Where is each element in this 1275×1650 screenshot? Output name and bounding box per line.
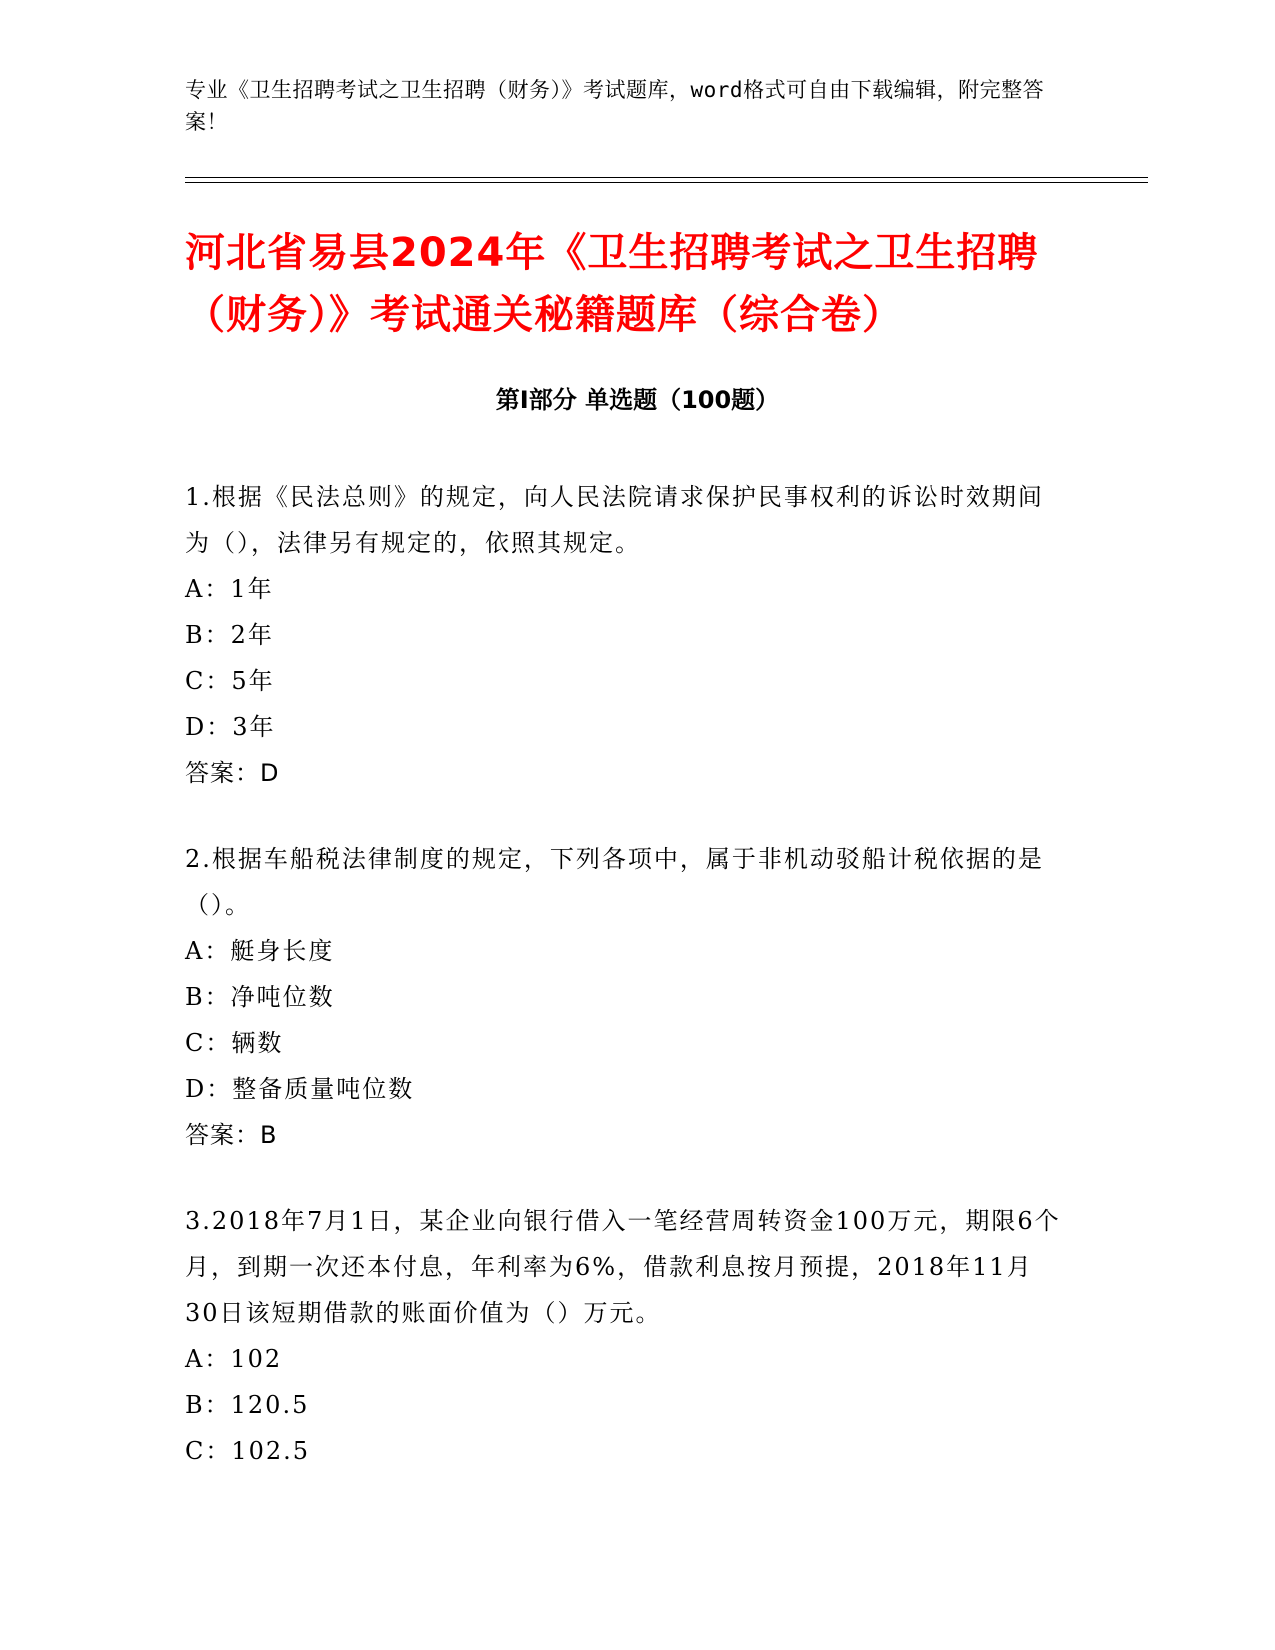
option-a: A：102 <box>185 1345 283 1373</box>
document-title: 河北省易县2024年《卫生招聘考试之卫生招聘（财务）》考试通关秘籍题库（综合卷） <box>185 230 1039 338</box>
header-divider-bottom <box>185 182 1148 183</box>
option-a: A：艇身长度 <box>185 937 335 965</box>
section-title: 第I部分 单选题（100题） <box>495 386 780 414</box>
option-b: B：120.5 <box>185 1391 310 1419</box>
question-stem: 2.根据车船税法律制度的规定，下列各项中，属于非机动驳船计税依据的是（）。 <box>185 845 1044 919</box>
header-divider-top <box>185 177 1148 178</box>
question-2 <box>185 836 1065 1158</box>
header-note: 专业《卫生招聘考试之卫生招聘（财务）》考试题库，word格式可自由下载编辑，附完整答案！ <box>185 78 1045 134</box>
option-d: D：3年 <box>185 713 276 741</box>
question-stem: 1.根据《民法总则》的规定，向人民法院请求保护民事权利的诉讼时效期间为（），法律另有规定的，依照其规定。 <box>185 483 1044 557</box>
answer-line: 答案：B <box>185 1121 278 1149</box>
question-1 <box>185 474 1065 796</box>
answer-line: 答案：D <box>185 759 280 787</box>
option-b: B：2年 <box>185 621 274 649</box>
option-c: C：102.5 <box>185 1437 311 1465</box>
option-c: C：5年 <box>185 667 275 695</box>
question-3 <box>185 1198 1065 1474</box>
option-c: C：辆数 <box>185 1029 284 1057</box>
question-stem: 3.2018年7月1日，某企业向银行借入一笔经营周转资金100万元，期限6个月，到期一次还本付息，年利率为6%，借款利息按月预提，2018年11月30日该短期借款的账面价值为（）万元。 <box>185 1207 1061 1327</box>
option-d: D：整备质量吨位数 <box>185 1075 415 1103</box>
option-b: B：净吨位数 <box>185 983 335 1011</box>
option-a: A：1年 <box>185 575 274 603</box>
